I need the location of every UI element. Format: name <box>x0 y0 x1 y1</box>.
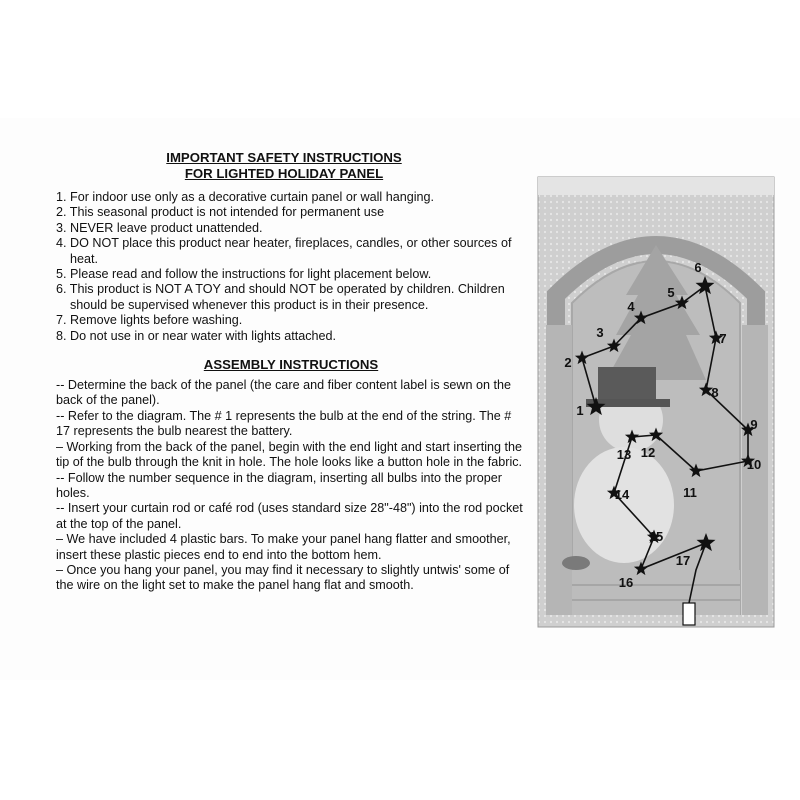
bulb-number-label: 6 <box>694 260 702 275</box>
safety-item: 4. DO NOT place this product near heater, fireplaces, candles, or other sources of heat. <box>56 236 512 266</box>
bulb-number-label: 3 <box>596 325 604 340</box>
safety-item: 8. Do not use in or near water with lights attached. <box>56 328 337 343</box>
battery-box <box>683 603 695 625</box>
assembly-item: -- Determine the back of the panel (the care and fiber content label is sewn on the back of the panel). <box>56 378 512 408</box>
instructions-column <box>56 150 526 594</box>
assembly-title: ASSEMBLY INSTRUCTIONS <box>203 357 379 373</box>
safety-list <box>56 190 526 344</box>
safety-item: 1. For indoor use only as a decorative curtain panel or wall hanging. <box>56 190 435 204</box>
safety-item: 6. This product is NOT A TOY and should NOT be operated by children. Children should be supervised whenever this product is in their presence. <box>56 282 505 312</box>
bulb-number-label: 10 <box>746 457 762 472</box>
bulb-number-label: 9 <box>750 417 758 432</box>
assembly-item: -- Insert your curtain rod or café rod (uses standard size 28"-48") into the rod pocket at the top of the panel. <box>56 501 523 531</box>
bulb-number-label: 11 <box>683 485 697 500</box>
rod-pocket <box>538 177 774 195</box>
safety-title-line2: FOR LIGHTED HOLIDAY PANEL <box>184 166 384 181</box>
brick-wall <box>572 570 740 615</box>
bulb-number-label: 16 <box>618 575 634 590</box>
bulb-number-label: 4 <box>627 299 635 314</box>
bird <box>562 556 590 570</box>
bulb-number-label: 15 <box>648 529 664 544</box>
bulb-number-label: 12 <box>640 445 656 460</box>
panel-illustration <box>536 175 776 635</box>
assembly-item: -- Refer to the diagram. The # 1 represents the bulb at the end of the string. The # 17 represents the bulb nearest the battery. <box>56 408 512 439</box>
bulb-number-label: 14 <box>614 487 630 502</box>
bulb-number-label: 17 <box>675 553 691 568</box>
safety-item: 2. This seasonal product is not intended for permanent use <box>56 205 385 220</box>
bulb-number-label: 8 <box>711 385 719 400</box>
bulb-number-label: 13 <box>616 447 632 462</box>
assembly-item: – Working from the back of the panel, begin with the end light and start inserting the tip of the bulb through the knit in hole. The hole looks like a button hole in the fabric. <box>56 439 523 470</box>
safety-item: 7. Remove lights before washing. <box>56 313 243 328</box>
bulb-number-label: 1 <box>576 403 584 418</box>
bulb-number-label: 7 <box>719 331 727 346</box>
assembly-item: – We have included 4 plastic bars. To make your panel hang flatter and smoother, insert these plastic pieces end to end into the bottom hem. <box>56 532 511 562</box>
lighted-panel-diagram <box>536 175 776 635</box>
assembly-item: – Once you hang your panel, you may find it necessary to slightly untwis' some of the wire on the light set to make the panel hang flat and smooth. <box>56 562 510 593</box>
bulb-number-label: 5 <box>667 285 675 300</box>
bulb-number-label: 2 <box>564 355 572 370</box>
safety-item: 5. Please read and follow the instructions for light placement below. <box>56 267 432 282</box>
snowman-hat <box>598 367 656 403</box>
assembly-item: -- Follow the number sequence in the diagram, inserting all bulbs into the proper holes. <box>56 470 502 500</box>
safety-item: 3. NEVER leave product unattended. <box>56 220 263 235</box>
safety-title-line1: IMPORTANT SAFETY INSTRUCTIONS <box>166 150 402 165</box>
assembly-list <box>56 378 526 594</box>
